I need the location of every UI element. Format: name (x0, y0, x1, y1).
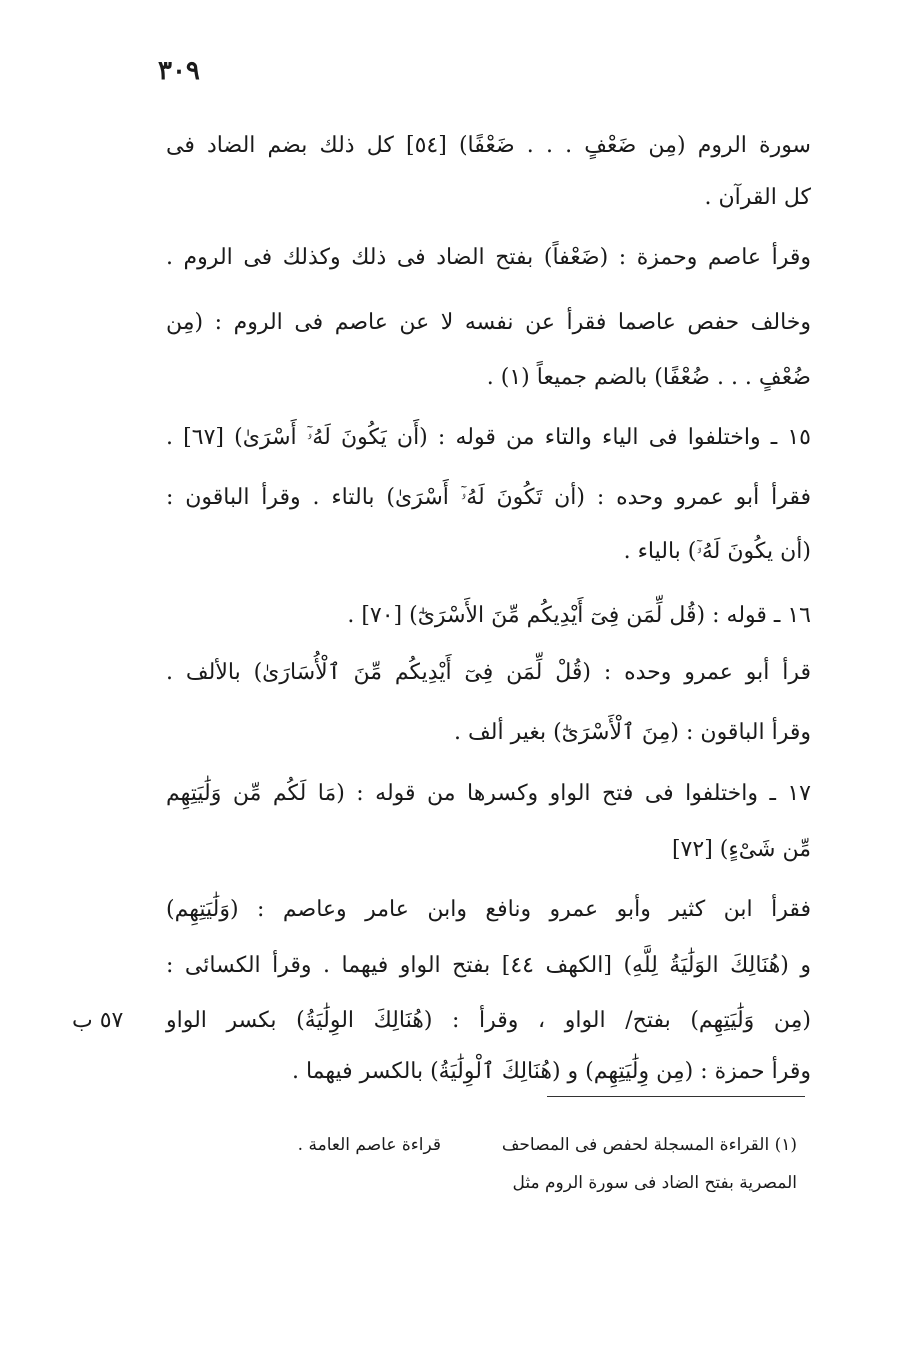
footnote-rule (547, 1096, 805, 1097)
text-line: كل القرآن . (704, 185, 811, 210)
footnote-text: المصرية بفتح الضاد فى سورة الروم مثل (512, 1173, 797, 1193)
text-line: وقرأ عاصم وحمزة : (ضَعْفاً) بفتح الضاد فى ذلك وكذلك فى الروم . (166, 245, 811, 270)
text-line: و (هُنَالِكَ الوَلَٰيَةُ لِلَّهِ) [الكهف ٤٤] بفتح الواو فيهما . وقرأ الكسائى : (166, 953, 812, 978)
text-line: ١٥ ـ واختلفوا فى الياء والتاء من قوله : (أَن يَكُونَ لَهُۥٓ أَسْرَىٰ) [٦٧] . (166, 425, 811, 450)
text-line: قرأ أبو عمرو وحده : (قُلْ لِّمَن فِىٓ أَيْدِيكُم مِّنَ ٱلْأُسَارَىٰ) بالألف . (166, 660, 811, 685)
text-line: (أن يكُونَ لَهُۥٓ) بالياء . (623, 539, 811, 564)
text-line: سورة الروم (مِن ضَعْفٍ . . . ضَعْفًا) [٥٤] كل ذلك بضم الضاد فى (166, 133, 811, 158)
text-line: وقرأ حمزة : (مِن وِلَٰيَتِهِم) و (هُنَالِكَ ٱلْوِلَٰيَةُ) بالكسر فيهما . (291, 1059, 811, 1084)
footnote-text: (١) القراءة المسجلة لحفص فى المصاحف (501, 1135, 797, 1155)
text-line: وخالف حفص عاصما فقرأ عن نفسه لا عن عاصم فى الروم : (مِن (166, 310, 811, 335)
text-line: (مِن وَلَٰيَتِهِم) بفتح/ الواو ، وقرأ : (هُنَالِكَ الوِلَٰيَةُ) بكسر الواو (166, 1008, 811, 1033)
text-line: وقرأ الباقون : (مِنَ ٱلْأَسْرَىٰٓ) بغير ألف . (454, 720, 811, 745)
text-line: فقرأ ابن كثير وأبو عمرو ونافع وابن عامر وعاصم : (وَلَٰيَتِهِم) (166, 897, 811, 922)
text-line: فقرأ أبو عمرو وحده : (أن تَكُونَ لَهُۥٓ أَسْرَىٰ) بالتاء . وقرأ الباقون : (166, 485, 811, 510)
text-line: ضُعْفٍ . . . ضُعْفًا) بالضم جميعاً (١) . (486, 365, 811, 390)
text-line: مِّن شَىْءٍ) [٧٢] (671, 837, 811, 862)
text-line: ١٧ ـ واختلفوا فى فتح الواو وكسرها من قوله : (مَا لَكُم مِّن وَلَٰيَتِهِم (166, 781, 811, 806)
footnote-text: قراءة عاصم العامة . (297, 1135, 441, 1155)
text-line: ١٦ ـ قوله : (قُل لِّمَن فِىٓ أَيْدِيكُم مِّنَ الأَسْرَىٰٓ) [٧٠] . (347, 603, 811, 628)
margin-folio-note: ٥٧ ب (72, 1008, 124, 1033)
page-number: ٣٠٩ (158, 56, 200, 86)
